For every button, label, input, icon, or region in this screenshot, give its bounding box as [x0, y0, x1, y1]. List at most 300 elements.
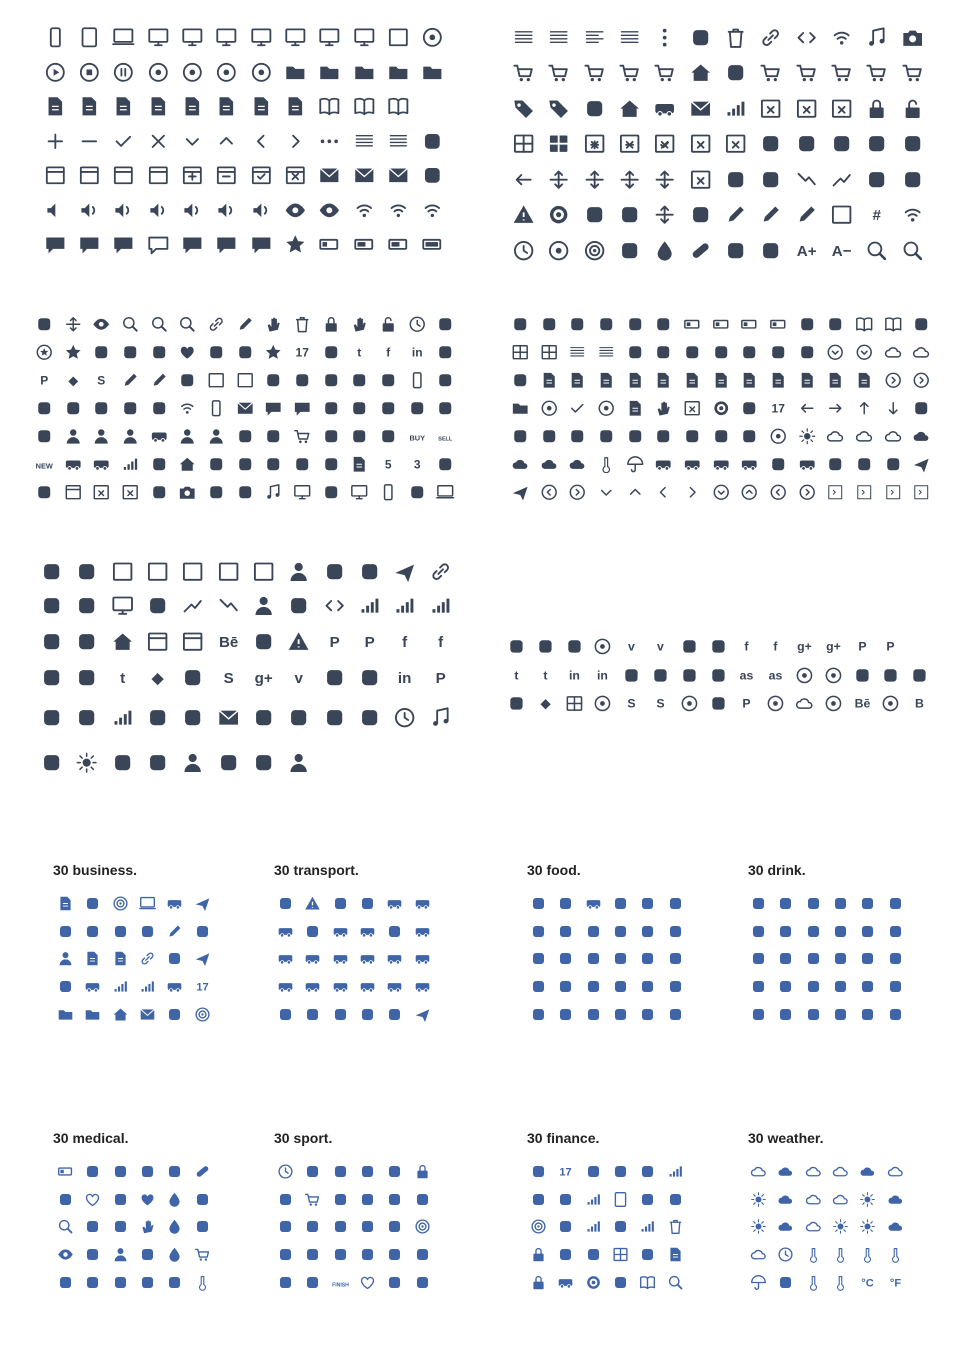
media-icon	[821, 310, 850, 338]
bar-chart-icon	[580, 1186, 607, 1214]
inbox-down-icon	[789, 91, 824, 126]
chev-circle-right-icon	[793, 478, 822, 506]
sun-cloud-icon	[745, 1241, 772, 1269]
eye-icon	[278, 193, 312, 228]
battery-icon	[764, 310, 793, 338]
crop-icon	[789, 126, 824, 161]
car-icon	[161, 973, 188, 1001]
atom-icon	[107, 1268, 134, 1296]
lock-icon	[525, 1241, 552, 1269]
category-grid-finance	[525, 1158, 689, 1296]
suitcase-icon	[140, 696, 175, 740]
bluetooth-icon	[753, 233, 788, 268]
skype-icon	[87, 366, 116, 394]
google-plus-icon	[819, 632, 848, 661]
radio-icon	[246, 696, 281, 740]
unlock-icon	[895, 91, 930, 126]
database-icon	[145, 478, 174, 506]
phone-icon	[403, 366, 432, 394]
clip-icon	[423, 556, 458, 588]
paypal-icon	[30, 366, 59, 394]
svg-text:P: P	[435, 670, 446, 688]
laptop-icon	[431, 478, 460, 506]
layers-icon	[612, 233, 647, 268]
id-card-icon	[79, 973, 106, 1001]
cone-icon	[854, 1000, 881, 1028]
heartbeat-icon	[354, 1268, 381, 1296]
doc-icon	[649, 366, 678, 394]
joystick-icon	[409, 1186, 436, 1214]
apple-icon	[506, 422, 535, 450]
trash-icon	[662, 1213, 689, 1241]
racket-icon	[354, 1186, 381, 1214]
align-left-icon	[541, 20, 576, 55]
person-icon	[107, 1241, 134, 1269]
map-pin-icon	[317, 450, 346, 478]
instagram-icon	[502, 689, 531, 718]
cloud-icon	[827, 1186, 854, 1214]
play-icon	[592, 310, 621, 338]
align-right-icon	[612, 20, 647, 55]
clipboard-check-icon	[621, 394, 650, 422]
grid-icon	[607, 1241, 634, 1269]
microphone-icon	[140, 740, 175, 786]
bomb-icon	[281, 696, 316, 740]
check-wave-icon	[175, 660, 210, 696]
svg-text:t: t	[514, 668, 519, 683]
pencil-icon	[231, 310, 260, 338]
card-icon	[647, 91, 682, 126]
bar-chart-icon	[387, 588, 422, 624]
volume-3-icon	[244, 193, 278, 228]
zoom-plus-icon	[859, 233, 894, 268]
cocktail-icon	[745, 890, 772, 918]
cheese-icon	[525, 918, 552, 946]
first-aid-icon	[107, 1186, 134, 1214]
image-icon	[403, 478, 432, 506]
stumble-icon	[704, 661, 733, 690]
bars-icon	[580, 1213, 607, 1241]
soda-icon	[882, 945, 909, 973]
plane-icon	[189, 945, 216, 973]
eye-icon	[52, 1241, 79, 1269]
svg-text:P: P	[857, 639, 867, 654]
volume-x-icon	[141, 193, 175, 228]
swap-h-icon	[506, 162, 541, 197]
card-icon	[59, 450, 88, 478]
svg-text:◆: ◆	[68, 373, 78, 388]
traffic-light-icon	[272, 890, 299, 918]
plug-icon	[211, 740, 246, 786]
wifi-3-icon	[416, 193, 450, 228]
app-store-icon	[105, 624, 140, 660]
register-icon	[374, 422, 403, 450]
box-minus-icon	[612, 126, 647, 161]
volume-2-icon	[210, 193, 244, 228]
twitter-icon	[675, 632, 704, 661]
repeat-icon	[140, 588, 175, 624]
glass-icon	[745, 945, 772, 973]
target-icon	[577, 233, 612, 268]
wheelchair-icon	[79, 1241, 106, 1269]
edit-icon	[789, 197, 824, 232]
flickr-icon	[560, 632, 589, 661]
pinterest-icon	[848, 632, 877, 661]
hospital-icon	[134, 1158, 161, 1186]
medkit-icon	[317, 556, 352, 588]
copy-icon	[431, 450, 460, 478]
house-icon	[173, 450, 202, 478]
shuttlecock-icon	[381, 1241, 408, 1269]
cake-icon	[634, 945, 661, 973]
hash-icon	[859, 197, 894, 232]
book-open-icon	[313, 89, 347, 124]
twitter-icon	[317, 338, 346, 366]
chevron-right-icon	[678, 478, 707, 506]
svg-text:17: 17	[771, 401, 785, 416]
zoom-minus-icon	[895, 233, 930, 268]
grid-4-icon	[560, 689, 589, 718]
hockey-icon	[354, 1213, 381, 1241]
chats-icon	[244, 227, 278, 262]
rows-icon	[592, 338, 621, 366]
circle-dot-icon	[819, 689, 848, 718]
cart-minus-icon	[577, 55, 612, 90]
chat-dots-icon	[210, 227, 244, 262]
svg-text:t: t	[119, 670, 125, 688]
spotify-icon	[352, 660, 387, 696]
broom-icon	[173, 366, 202, 394]
copy-icon	[259, 366, 288, 394]
box-x-icon	[683, 126, 718, 161]
minus-icon	[72, 124, 106, 159]
rugby-icon	[327, 1158, 354, 1186]
trend-icon	[662, 1158, 689, 1186]
svg-text:as: as	[768, 668, 783, 683]
folder-icon	[506, 394, 535, 422]
doc-chart-icon	[678, 366, 707, 394]
cloud-icon	[745, 1158, 772, 1186]
power-icon	[535, 394, 564, 422]
doc-music-icon	[850, 366, 879, 394]
search-icon	[116, 310, 145, 338]
move-icon	[59, 310, 88, 338]
mushroom-icon	[634, 890, 661, 918]
rows-icon	[563, 338, 592, 366]
golf-icon	[354, 1158, 381, 1186]
new-icon	[30, 450, 59, 478]
rocket-icon	[189, 890, 216, 918]
windows-icon	[140, 624, 175, 660]
arrow-circle-right-icon	[879, 366, 908, 394]
megaphone-icon	[87, 394, 116, 422]
html5-icon	[374, 450, 403, 478]
select-icon	[202, 366, 231, 394]
swap-v-icon	[541, 162, 576, 197]
mail-icon	[231, 394, 260, 422]
watch-icon	[189, 918, 216, 946]
stack-icon	[317, 366, 346, 394]
medal-icon	[409, 1241, 436, 1269]
battery-icon	[707, 310, 736, 338]
truck-icon	[409, 973, 436, 1001]
soda-icon	[800, 890, 827, 918]
doc-icon	[79, 945, 106, 973]
svg-text:in: in	[411, 345, 423, 360]
doc-icon	[52, 890, 79, 918]
paint-roller-icon	[793, 338, 822, 366]
check-icon	[563, 394, 592, 422]
monitor-icon	[345, 478, 374, 506]
tumblr-icon	[531, 661, 560, 690]
rss-icon	[173, 394, 202, 422]
vimeo-icon	[617, 632, 646, 661]
music-icon	[423, 696, 458, 740]
magnet-icon	[374, 366, 403, 394]
svg-text:BUY: BUY	[409, 433, 425, 443]
hoop-icon	[409, 1268, 436, 1296]
menu-icon	[347, 124, 381, 159]
chevron-down-icon	[175, 124, 209, 159]
notebook-icon	[278, 89, 312, 124]
svg-text:17: 17	[295, 345, 309, 360]
copy-icon	[34, 588, 69, 624]
compass-icon	[403, 310, 432, 338]
cloud-wind-icon	[882, 1158, 909, 1186]
svg-text:B: B	[915, 696, 925, 711]
dribbble-icon	[431, 338, 460, 366]
car-icon	[327, 973, 354, 1001]
tie-icon	[79, 890, 106, 918]
microscope-icon	[649, 422, 678, 450]
svg-text:P: P	[329, 634, 340, 652]
heartbeat-icon	[79, 1186, 106, 1214]
pinterest-icon	[317, 624, 352, 660]
wifi-2-icon	[381, 193, 415, 228]
plane-icon	[907, 450, 936, 478]
svg-text:S: S	[97, 373, 106, 388]
star-outline-icon	[59, 338, 88, 366]
clip-icon	[134, 945, 161, 973]
chev-circle-left-icon	[535, 478, 564, 506]
crop-icon	[352, 556, 387, 588]
doc-icon	[621, 366, 650, 394]
palette-icon	[345, 366, 374, 394]
more-vertical-icon	[647, 20, 682, 55]
vimeo-icon	[646, 632, 675, 661]
doc-pdf-icon	[592, 366, 621, 394]
chart-icon	[107, 973, 134, 1001]
sitemap-icon	[116, 394, 145, 422]
bus-icon	[793, 450, 822, 478]
cocktail-icon	[854, 918, 881, 946]
cart-icon	[288, 422, 317, 450]
cone-icon	[827, 1000, 854, 1028]
window-icon	[107, 158, 141, 193]
heart-icon	[134, 1186, 161, 1214]
windows-icon	[175, 624, 210, 660]
shrink-diag-icon	[612, 197, 647, 232]
svg-text:3: 3	[413, 457, 421, 472]
arrow-down-icon	[879, 394, 908, 422]
refresh-2-icon	[895, 162, 930, 197]
battery-icon	[678, 310, 707, 338]
cloud-fill-icon	[772, 1158, 799, 1186]
mail-open-icon	[347, 158, 381, 193]
thermometer-icon	[592, 450, 621, 478]
cloud-snow-icon	[882, 1213, 909, 1241]
doc-down-icon	[210, 89, 244, 124]
wine-icon	[772, 918, 799, 946]
tooth-icon	[79, 1213, 106, 1241]
trend-up-icon	[175, 588, 210, 624]
volume-minus-icon	[107, 193, 141, 228]
basket-plus-icon	[789, 55, 824, 90]
chev-box-right-icon	[850, 478, 879, 506]
select-right-icon	[246, 556, 281, 588]
svg-text:5: 5	[384, 457, 392, 472]
monitor-check-icon	[244, 20, 278, 55]
svg-text:v: v	[294, 670, 304, 688]
car-icon	[272, 945, 299, 973]
doc-cert-icon	[563, 366, 592, 394]
svg-text:#: #	[872, 207, 882, 225]
link-icon	[753, 20, 788, 55]
trend-down-icon	[789, 162, 824, 197]
card-icon	[552, 1268, 579, 1296]
pause-circle-icon	[107, 55, 141, 90]
pear-icon	[607, 945, 634, 973]
monitor-x-icon	[278, 20, 312, 55]
bottle-icon	[327, 1213, 354, 1241]
svg-text:P: P	[364, 634, 375, 652]
window-plus-icon	[175, 158, 209, 193]
bus-icon	[678, 450, 707, 478]
thermometer-icon	[827, 1268, 854, 1296]
truck-icon	[299, 945, 326, 973]
battery-full-icon	[416, 227, 450, 262]
facebook-icon	[387, 624, 422, 660]
arrow-circle-down-icon	[850, 338, 879, 366]
cloud-rain-icon	[535, 450, 564, 478]
zoom-out-icon	[145, 310, 174, 338]
surprised-icon	[30, 422, 59, 450]
icon-set-b	[506, 20, 930, 268]
category-title-food: 30 food.	[527, 862, 581, 878]
tablet-icon	[607, 1186, 634, 1214]
terminal-icon	[317, 588, 352, 624]
arrow-left-icon	[793, 394, 822, 422]
monitor-upload-icon	[347, 20, 381, 55]
gears-icon	[580, 1268, 607, 1296]
drop-icon	[647, 233, 682, 268]
category-grid-medical	[52, 1158, 216, 1296]
svg-text:in: in	[398, 670, 412, 688]
svg-text:in: in	[597, 668, 609, 683]
resize-icon	[824, 126, 859, 161]
doc-zip-icon	[821, 366, 850, 394]
celsius-icon	[854, 1268, 881, 1296]
pizza-icon	[580, 918, 607, 946]
columns-icon	[824, 197, 859, 232]
bike-icon	[821, 450, 850, 478]
id-card-icon	[145, 422, 174, 450]
star-icon	[278, 227, 312, 262]
wallet-icon	[134, 918, 161, 946]
window-icon	[38, 158, 72, 193]
chart-icon	[116, 450, 145, 478]
milk-icon	[827, 973, 854, 1001]
presentation-icon	[105, 588, 140, 624]
sun-cloud-icon	[800, 1186, 827, 1214]
doc-icon	[662, 1241, 689, 1269]
svg-text:°C: °C	[861, 1277, 875, 1290]
bulb-icon	[607, 1268, 634, 1296]
vimeo-icon	[281, 660, 316, 696]
category-title-medical: 30 medical.	[53, 1130, 129, 1146]
font-plus-icon	[789, 233, 824, 268]
svg-text:◆: ◆	[540, 696, 550, 711]
navigation-icon	[387, 556, 422, 588]
dumbbell-icon	[381, 1268, 408, 1296]
svg-text:f: f	[386, 345, 391, 360]
boat-icon	[381, 918, 408, 946]
speedometer-icon	[272, 1241, 299, 1269]
github-icon	[502, 632, 531, 661]
bus-icon	[272, 973, 299, 1001]
phone-icon	[38, 20, 72, 55]
circle-icon	[416, 20, 450, 55]
mobile-icon	[202, 394, 231, 422]
keyboard-icon	[34, 556, 69, 588]
compass-icon	[506, 233, 541, 268]
svg-text:17: 17	[559, 1166, 573, 1179]
svg-text:SELL: SELL	[438, 436, 453, 443]
icon-set-d	[506, 310, 936, 506]
spotify-icon	[848, 661, 877, 690]
circle-dot-icon	[588, 632, 617, 661]
svg-text:P: P	[742, 696, 751, 711]
car-icon	[649, 450, 678, 478]
window-check-icon	[244, 158, 278, 193]
sign-icon	[161, 1000, 188, 1028]
skype-icon	[646, 689, 675, 718]
chev-box-left-icon	[821, 478, 850, 506]
rss-icon	[895, 197, 930, 232]
expand-diag-icon	[577, 197, 612, 232]
chat-fill-icon	[175, 227, 209, 262]
dropbox-icon	[59, 366, 88, 394]
bowling-icon	[299, 1158, 326, 1186]
lastfm-icon	[732, 661, 761, 690]
doc-x-icon	[175, 89, 209, 124]
dropbox-icon	[531, 689, 560, 718]
pen-icon	[145, 366, 174, 394]
circle-dot-icon	[588, 689, 617, 718]
helicopter-icon	[354, 1000, 381, 1028]
doc-code-icon	[793, 366, 822, 394]
teapot-icon	[772, 973, 799, 1001]
save-icon	[30, 478, 59, 506]
copy-icon	[69, 588, 104, 624]
wine-icon	[745, 918, 772, 946]
cart-icon	[189, 1241, 216, 1269]
rewind-icon	[535, 310, 564, 338]
gears-icon	[707, 394, 736, 422]
female-icon	[79, 1268, 106, 1296]
chats-icon	[107, 227, 141, 262]
coffee-icon	[827, 890, 854, 918]
